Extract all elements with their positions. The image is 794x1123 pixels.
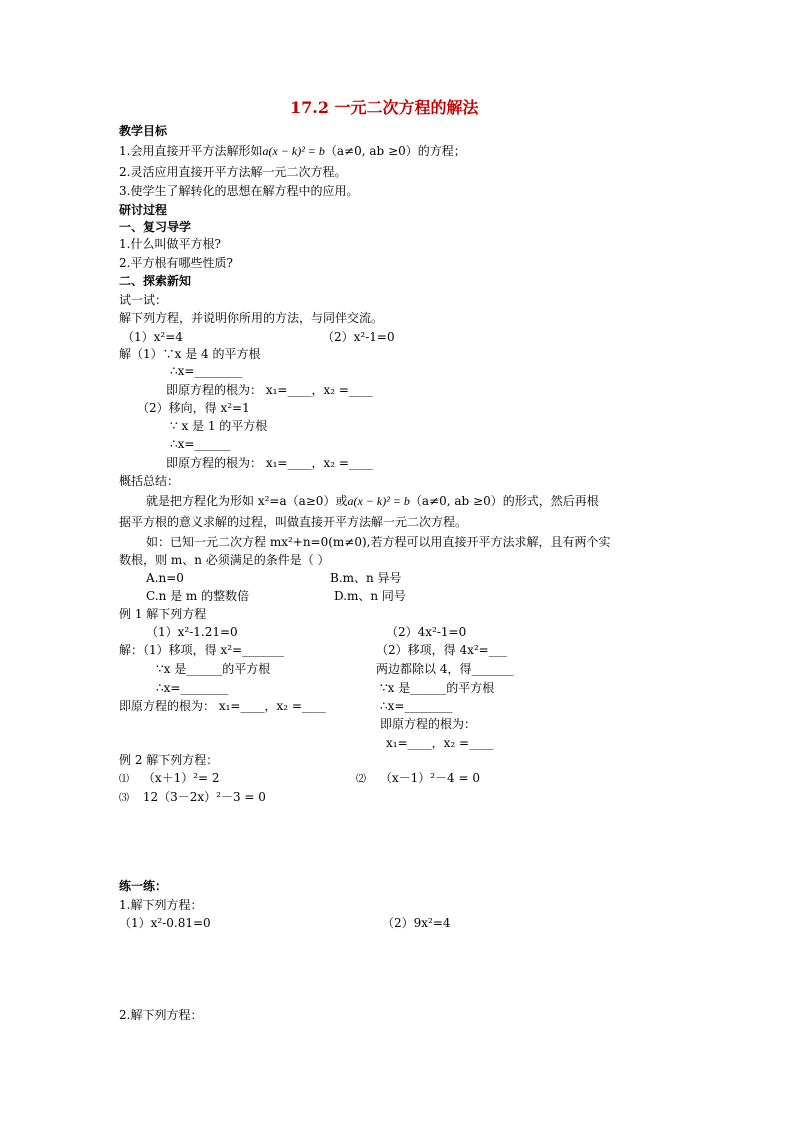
- example1-eq2: （2）4x²-1=0: [386, 625, 467, 639]
- summary-text-1-pre: 就是把方程化为形如 x²=a（a≥0）或: [146, 494, 348, 508]
- solution2-line4: 即原方程的根为： x₁=____，x₂ =____: [166, 456, 373, 470]
- example2-eq2: [356, 771, 480, 787]
- example1-left-3: ∴x=________: [156, 681, 229, 695]
- summary-label: 概括总结：: [119, 474, 180, 488]
- example2-eq3-number: ⑶: [119, 793, 129, 804]
- example1-left-1: 解：（1）移项，得 x²=_______: [119, 643, 285, 657]
- solution2-line1: （2）移向，得 x²=1: [137, 401, 250, 415]
- review-q1: 1.什么叫做平方根?: [119, 237, 221, 251]
- practice-eq1: （1）x²-0.81=0: [119, 916, 211, 930]
- practice-eq2: （2）9x²=4: [382, 916, 451, 930]
- example1-right-5: 即原方程的根为：: [380, 717, 477, 731]
- objective-1: [119, 144, 466, 158]
- example2-eq1: [119, 771, 220, 787]
- page-title: 17.2 一元二次方程的解法: [290, 98, 479, 117]
- example2-eq2-text: （x－1）²－4 = 0: [379, 771, 480, 785]
- solution1-line3: 即原方程的根为： x₁=____，x₂ =____: [166, 383, 373, 397]
- practice-q1: 1.解下列方程：: [119, 898, 203, 912]
- objective-2: 2.灵活应用直接开平方法解一元二次方程。: [119, 165, 347, 179]
- solution2-line3: ∴x=______: [170, 437, 231, 451]
- explore-eq1: （1）x²=4: [122, 330, 183, 344]
- process-heading: 研讨过程: [119, 203, 168, 217]
- summary-text-1-post: （a≠0, ab ≥0）的形式，然后再根: [409, 494, 599, 508]
- example1-right-2: 两边都除以 4，得_______: [376, 662, 514, 676]
- example2-eq2-number: ⑵: [356, 774, 366, 785]
- summary-question-1: 如：已知一元二次方程 mx²+n=0(m≠0),若方程可以用直接开平方法求解，且有两个实: [146, 535, 611, 549]
- example1-left-2: ∵x 是______的平方根: [156, 662, 271, 676]
- explore-instruction: 解下列方程，并说明你所用的方法，与同伴交流。: [119, 311, 384, 325]
- example2-heading: 例 2 解下列方程：: [119, 753, 219, 767]
- example1-left-4: 即原方程的根为： x₁=____，x₂ =____: [119, 699, 326, 713]
- objectives-heading: 教学目标: [119, 124, 168, 138]
- summary-question-2: 数根，则 m、n 必须满足的条件是（ ）: [119, 553, 330, 567]
- example1-right-1: （2）移项，得 4x²=___: [376, 643, 507, 657]
- objective-1-text: 1.会用直接开平方法解形如: [119, 144, 263, 158]
- practice-heading: 练一练：: [119, 879, 168, 893]
- summary-text-1: [146, 494, 599, 508]
- option-d: D.m、n 同号: [334, 589, 406, 603]
- review-q2: 2.平方根有哪些性质?: [119, 256, 233, 270]
- practice-q2: 2.解下列方程：: [119, 1008, 203, 1022]
- try-label: 试一试：: [119, 293, 168, 307]
- example1-eq1: （1）x²-1.21=0: [146, 625, 238, 639]
- objective-3: 3.使学生了解转化的思想在解方程中的应用。: [119, 184, 359, 198]
- summary-formula: a(x − k)² = b: [347, 494, 410, 508]
- solution1-line2: ∴x=________: [170, 364, 243, 378]
- example2-eq3-text: 12（3－2x）²－3 = 0: [142, 790, 266, 804]
- option-a: A.n=0: [146, 571, 184, 585]
- example1-right-3: ∵x 是______的平方根: [380, 681, 495, 695]
- explore-heading: 二、探索新知: [119, 274, 192, 288]
- objective-1-formula: a(x − k)² = b: [262, 144, 325, 158]
- example1-heading: 例 1 解下列方程: [119, 607, 207, 621]
- objective-1-condition: （a≠0, ab ≥0）的方程；: [324, 144, 466, 158]
- example2-eq1-text: （x＋1）²= 2: [142, 771, 220, 785]
- review-heading: 一、复习导学: [119, 220, 192, 234]
- example2-eq1-number: ⑴: [119, 774, 129, 785]
- solution1-line1: 解（1）∵x 是 4 的平方根: [119, 347, 261, 361]
- option-b: B.m、n 异号: [330, 571, 402, 585]
- example1-right-6: x₁=____，x₂ =____: [386, 736, 494, 750]
- example2-eq3: [119, 790, 266, 806]
- option-c: C.n 是 m 的整数倍: [146, 589, 250, 603]
- explore-eq2: （2）x²-1=0: [322, 330, 395, 344]
- solution2-line2: ∵ x 是 1 的平方根: [170, 419, 268, 433]
- summary-text-2: 据平方根的意义求解的过程，叫做直接开平方法解一元二次方程。: [119, 515, 468, 529]
- example1-right-4: ∴x=________: [380, 699, 453, 713]
